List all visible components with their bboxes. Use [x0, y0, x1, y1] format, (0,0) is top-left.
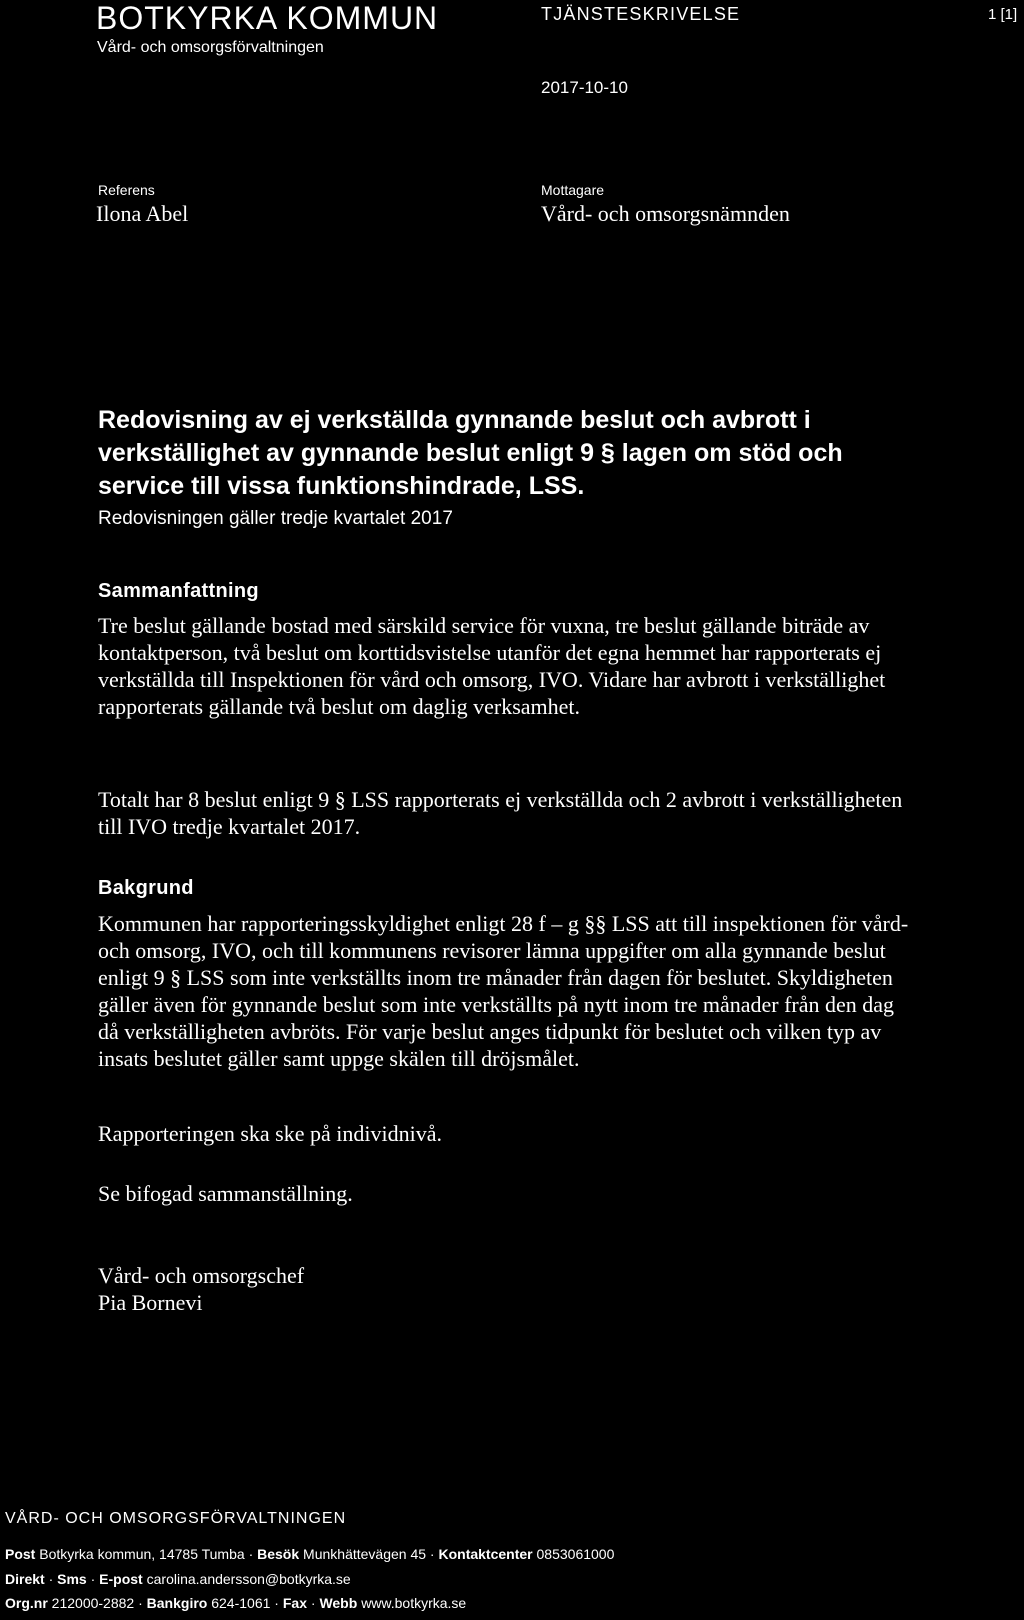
email-link[interactable]: carolina.andersson@botkyrka.se	[146, 1571, 351, 1587]
page-number: 1 [1]	[988, 6, 1018, 23]
separator: ·	[248, 1546, 254, 1562]
orgnr-value: 212000-2882	[51, 1595, 135, 1611]
summary-total-paragraph: Totalt har 8 beslut enligt 9 § LSS rapporterats ej verkställda och 2 avbrott i verkställigheten till IVO tredje kvartalet 2017.	[98, 787, 903, 839]
separator: ·	[274, 1595, 279, 1611]
contact-value: 0853061000	[536, 1546, 615, 1562]
document-subtitle: Redovisningen gäller tredje kvartalet 2017	[98, 508, 453, 529]
separator: ·	[310, 1595, 316, 1611]
separator: ·	[138, 1595, 143, 1611]
post-value: Botkyrka kommun, 14785 Tumba	[39, 1546, 245, 1562]
signature-name: Pia Bornevi	[98, 1290, 203, 1315]
separator: ·	[48, 1571, 54, 1587]
reference-label: Referens	[98, 182, 155, 198]
recipient-name: Vård- och omsorgsnämnden	[541, 201, 790, 226]
background-paragraph: Kommunen har rapporteringsskyldighet enligt 28 f – g §§ LSS att till inspektionen för vård- och omsorg, IVO, och till kommunens revisorer lämna uppgifter om alla gynnande beslut enligt 9 § LSS som inte verkställts inom tre månader från dagen för beslutet. Skyldigheten gäller även för gynnande beslut som inte verkställts på nytt inom tre månader från den dag då verkställigheten avbröts. För varje beslut anges tidpunkt för beslutet och vilken typ av insats beslutet gäller samt uppge skälen till dröjsmålet.	[98, 911, 909, 1071]
contact-label: Kontaktcenter	[438, 1546, 533, 1562]
document-date: 2017-10-10	[541, 78, 628, 97]
recipient-label: Mottagare	[541, 182, 605, 198]
department-name: Vård- och omsorgsförvaltningen	[97, 39, 324, 56]
footer-department: VÅRD- OCH OMSORGSFÖRVALTNINGEN	[5, 1510, 347, 1527]
separator: ·	[90, 1571, 96, 1587]
organization-name: BOTKYRKA KOMMUN	[96, 0, 439, 36]
direct-label: Direkt	[5, 1571, 45, 1587]
summary-heading: Sammanfattning	[98, 580, 259, 602]
bankgiro-value: 624-1061	[211, 1595, 271, 1611]
fax-label: Fax	[282, 1595, 307, 1611]
email-label: E-post	[99, 1571, 143, 1587]
summary-paragraph: Tre beslut gällande bostad med särskild service för vuxna, tre beslut gällande biträde av kontaktperson, två beslut om korttidsvistelse utanför det egna hemmet har rapporterats ej verkställda till Inspektionen för vård och omsorg, IVO. Vidare har avbrott i verkställighet rapporterats gällande två beslut om daglig verksamhet.	[98, 613, 886, 719]
footer-address-line	[5, 1546, 614, 1562]
document-type: TJÄNSTESKRIVELSE	[541, 4, 741, 24]
separator: ·	[429, 1546, 435, 1562]
orgnr-label: Org.nr	[5, 1595, 48, 1611]
post-label: Post	[5, 1546, 36, 1562]
attachment-note: Se bifogad sammanställning.	[98, 1181, 353, 1206]
sms-label: Sms	[57, 1571, 87, 1587]
bankgiro-label: Bankgiro	[146, 1595, 208, 1611]
signature-title: Vård- och omsorgschef	[98, 1263, 305, 1288]
web-link[interactable]: www.botkyrka.se	[361, 1595, 467, 1611]
visit-value: Munkhättevägen 45	[303, 1546, 427, 1562]
web-label: Webb	[319, 1595, 358, 1611]
document-title: Redovisning av ej verkställda gynnande beslut och avbrott i verkställighet av gynnande beslut enligt 9 § lagen om stöd och service till vissa funktionshindrade, LSS.	[98, 406, 843, 500]
reference-name: Ilona Abel	[96, 201, 189, 226]
footer-contact-line	[5, 1571, 351, 1587]
reporting-level-paragraph: Rapporteringen ska ske på individnivå.	[98, 1121, 442, 1146]
footer-org-line	[5, 1595, 466, 1611]
visit-label: Besök	[257, 1546, 300, 1562]
background-heading: Bakgrund	[98, 877, 194, 899]
